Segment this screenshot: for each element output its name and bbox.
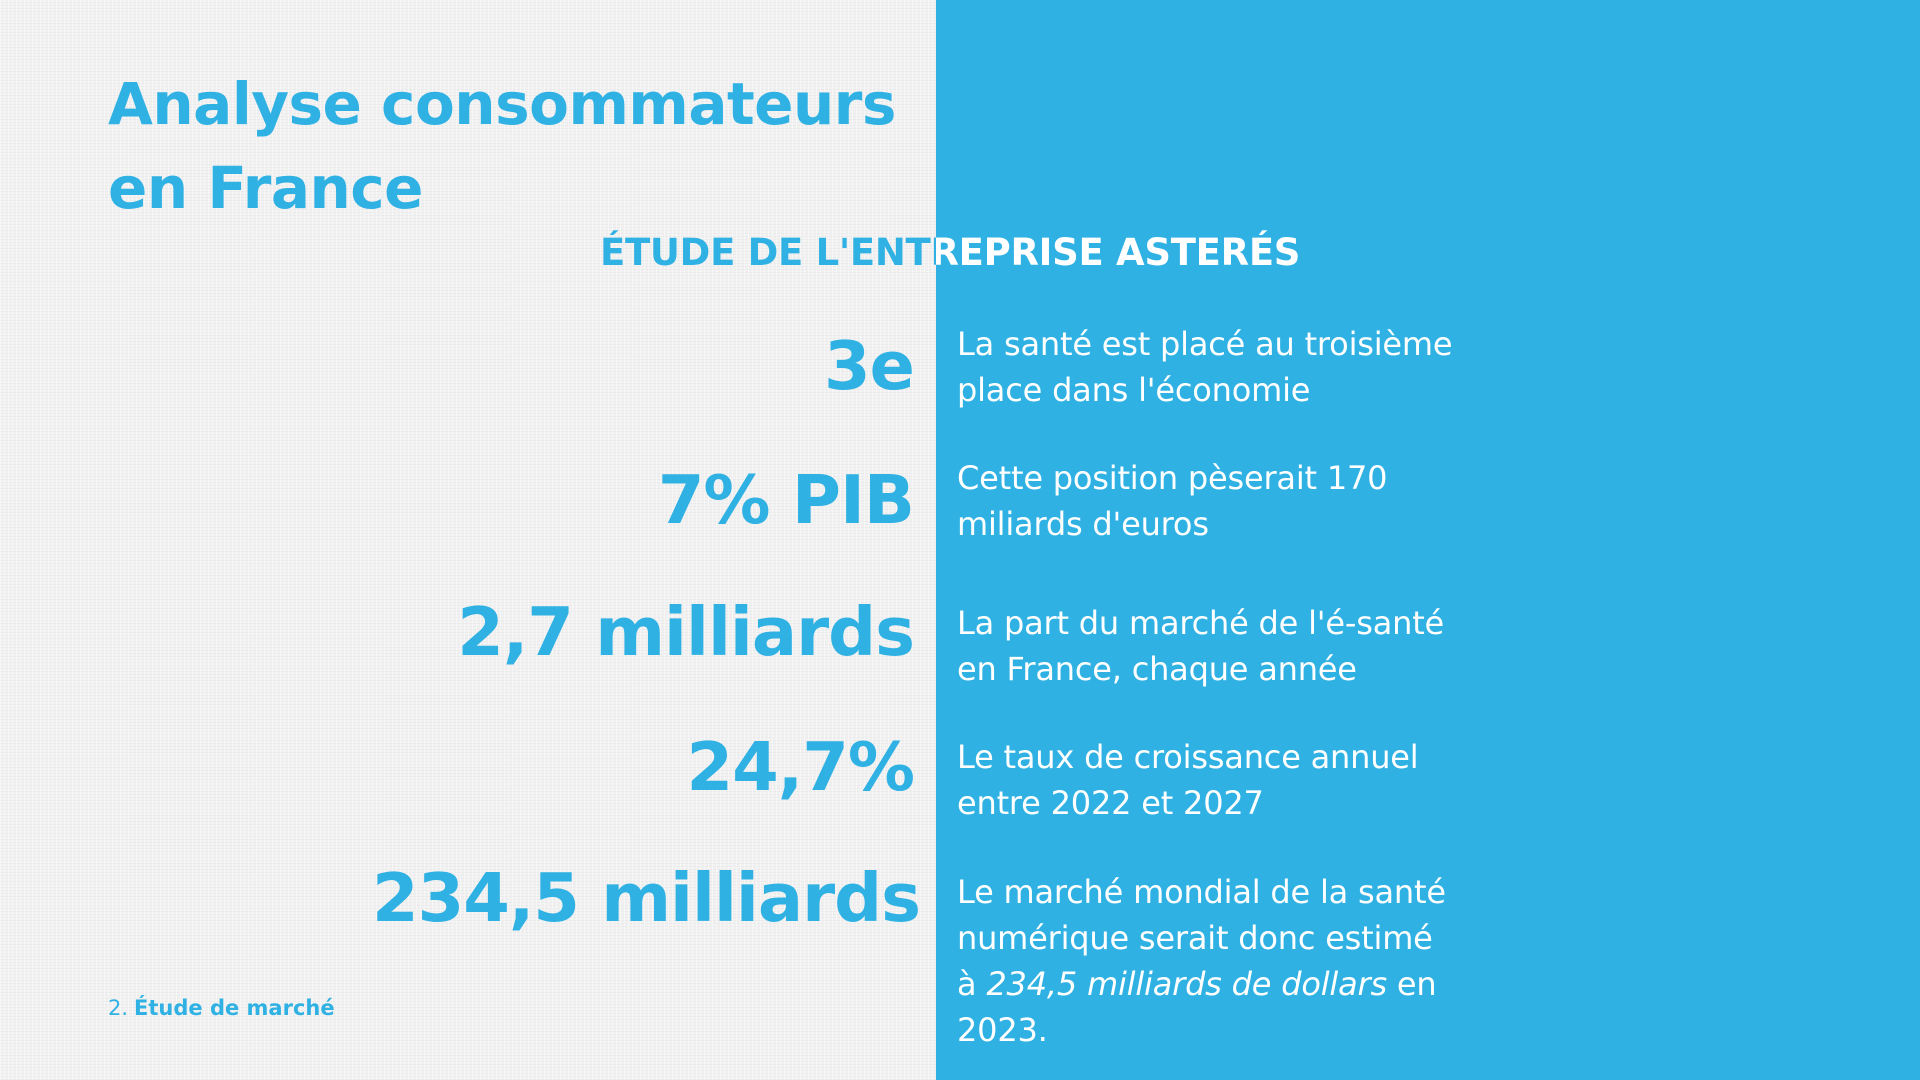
stat-desc-gdp-line-2: miliards d'euros	[957, 505, 1209, 543]
stat-value-rank: 3e	[823, 327, 914, 405]
stat-desc-growth-rate-line-2: entre 2022 et 2027	[957, 784, 1264, 822]
stat-desc-global-market-line-3-post: en	[1386, 965, 1437, 1003]
stat-desc-global-market-emphasis: 234,5 milliards de dollars	[986, 965, 1387, 1003]
slide-title	[108, 62, 908, 230]
stat-desc-growth-rate-line-1: Le taux de croissance annuel	[957, 738, 1419, 776]
stat-desc-global-market-line-4: 2023.	[957, 1011, 1048, 1049]
stat-desc-gdp	[957, 455, 1477, 547]
stat-desc-global-market-line-3-pre: à	[957, 965, 987, 1003]
footer-section-title: Étude de marché	[134, 996, 335, 1020]
stat-desc-rank	[957, 321, 1477, 413]
slide-subtitle: ÉTUDE DE L'ENTREPRISE ASTERÉS	[600, 228, 1300, 278]
stat-value-esante-market: 2,7 milliards	[457, 593, 914, 671]
stat-desc-esante-market-line-1: La part du marché de l'é-santé	[957, 604, 1445, 642]
stat-desc-rank-line-1: La santé est placé au troisième	[957, 325, 1453, 363]
footer-section-label	[108, 993, 335, 1023]
stat-value-growth-rate: 24,7%	[686, 728, 914, 806]
stat-desc-esante-market-line-2: en France, chaque année	[957, 650, 1357, 688]
stat-desc-gdp-line-1: Cette position pèserait 170	[957, 459, 1388, 497]
slide-title-line-2: en France	[108, 154, 423, 222]
slide-title-line-1: Analyse consommateurs	[108, 70, 896, 138]
stat-desc-global-market	[957, 869, 1477, 1053]
stat-value-global-market: 234,5 milliards	[371, 859, 920, 937]
stat-desc-global-market-line-2: numérique serait donc estimé	[957, 919, 1433, 957]
stat-desc-growth-rate	[957, 734, 1477, 826]
stat-desc-global-market-line-1: Le marché mondial de la santé	[957, 873, 1446, 911]
stat-desc-rank-line-2: place dans l'économie	[957, 371, 1311, 409]
stat-value-gdp: 7% PIB	[657, 461, 914, 539]
stat-desc-esante-market	[957, 600, 1477, 692]
footer-section-number: 2.	[108, 996, 129, 1020]
